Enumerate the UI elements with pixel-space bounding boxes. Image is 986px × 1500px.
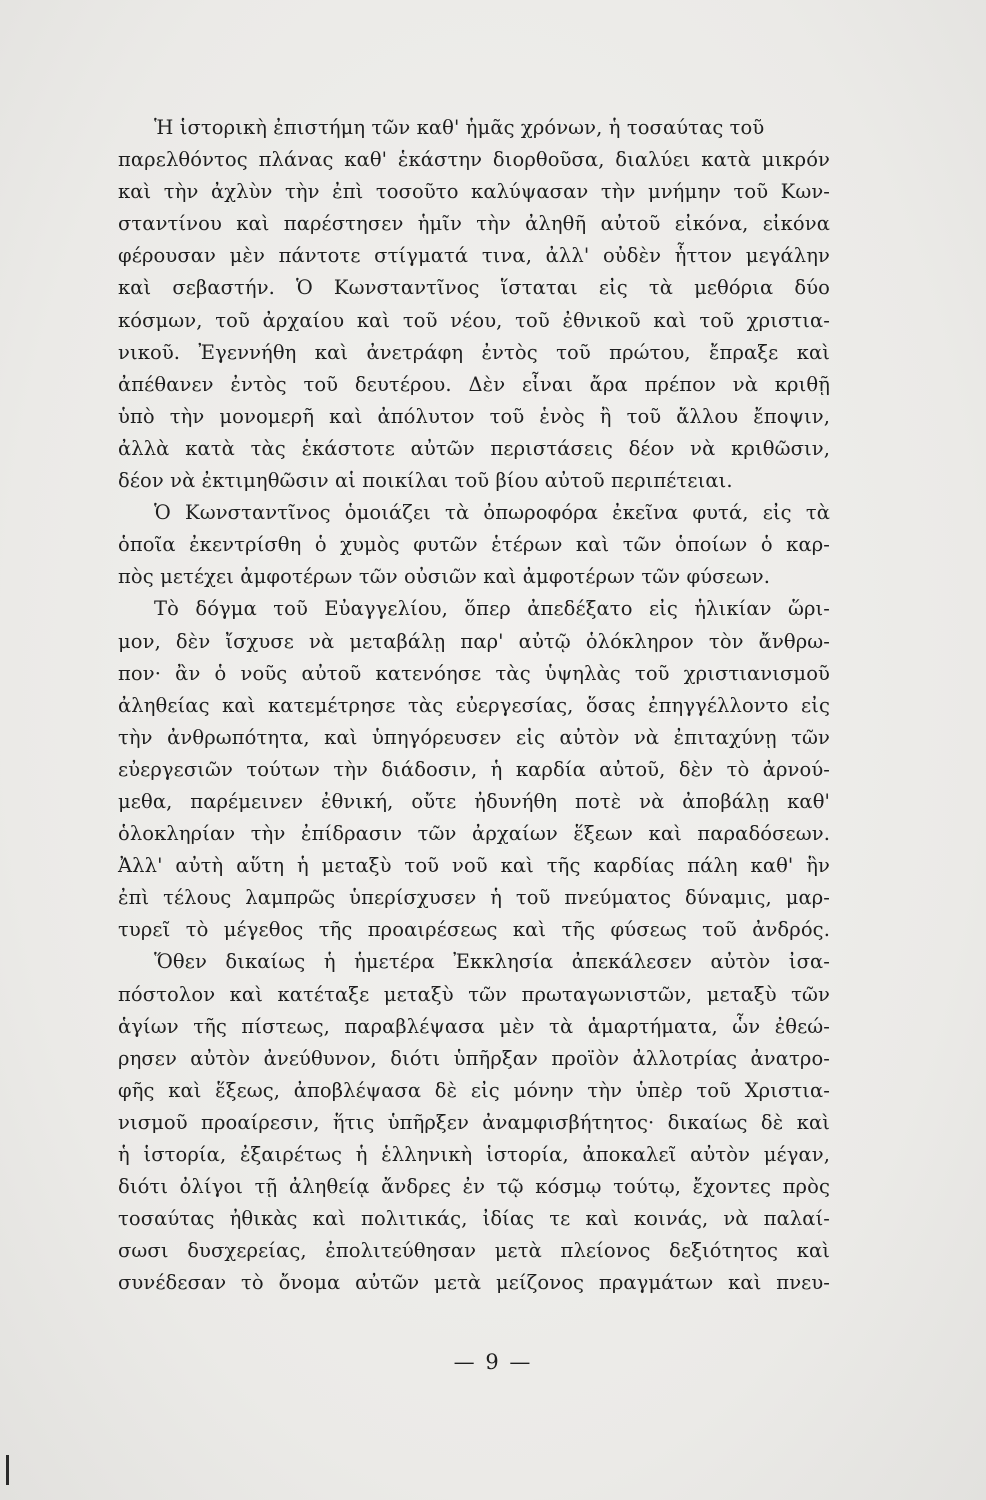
text-line: διότι ὀλίγοι τῇ ἀληθείᾳ ἄνδρες ἐν τῷ κόσμῳ τούτῳ, ἔχοντες πρὸς bbox=[118, 1175, 830, 1199]
text-line: ρησεν αὐτὸν ἀνεύθυνον, διότι ὑπῆρξαν προϊὸν ἀλλοτρίας ἀνατρο- bbox=[118, 1046, 830, 1070]
text-line: πὸς μετέχει ἀμφοτέρων τῶν οὐσιῶν καὶ ἀμφοτέρων τῶν φύσεων. bbox=[118, 565, 771, 589]
text-line: εὐεργεσιῶν τούτων τὴν διάδοσιν, ἡ καρδία αὐτοῦ, δὲν τὸ ἀρνού- bbox=[118, 757, 830, 781]
text-line: τυρεῖ τὸ μέγεθος τῆς προαιρέσεως καὶ τῆς φύσεως τοῦ ἀνδρός. bbox=[118, 918, 830, 942]
text-line: Ὁ Κωνσταντῖνος ὁμοιάζει τὰ ὀπωροφόρα ἐκεῖνα φυτά, εἰς τὰ bbox=[154, 501, 830, 525]
text-line: καὶ σεβαστήν. Ὁ Κωνσταντῖνος ἵσταται εἰς τὰ μεθόρια δύο bbox=[118, 276, 830, 300]
text-line: συνέδεσαν τὸ ὄνομα αὐτῶν μετὰ μείζονος πραγμάτων καὶ πνευ- bbox=[118, 1271, 830, 1295]
text-line: νικοῦ. Ἐγεννήθη καὶ ἀνετράφη ἐντὸς τοῦ πρώτου, ἔπραξε καὶ bbox=[118, 340, 830, 364]
text-line: τοσαύτας ἠθικὰς καὶ πολιτικάς, ἰδίας τε καὶ κοινάς, νὰ παλαί- bbox=[118, 1207, 830, 1231]
scan-edge-mark bbox=[6, 1455, 9, 1485]
text-line: ἁγίων τῆς πίστεως, παραβλέψασα μὲν τὰ ἁμαρτήματα, ὧν ἐθεώ- bbox=[118, 1014, 830, 1038]
text-line: καὶ τὴν ἀχλὺν τὴν ἐπὶ τοσοῦτο καλύψασαν τὴν μνήμην τοῦ Κων- bbox=[118, 180, 830, 204]
text-line: Τὸ δόγμα τοῦ Εὐαγγελίου, ὅπερ ἀπεδέξατο εἰς ἡλικίαν ὥρι- bbox=[154, 597, 830, 621]
text-line: πόστολον καὶ κατέταξε μεταξὺ τῶν πρωταγωνιστῶν, μεταξὺ τῶν bbox=[118, 982, 830, 1006]
text-line: Ἡ ἱστορικὴ ἐπιστήμη τῶν καθ' ἡμᾶς χρόνων, ἡ τοσαύτας τοῦ bbox=[154, 116, 765, 139]
text-line: ὁποῖα ἐκεντρίσθη ὁ χυμὸς φυτῶν ἑτέρων καὶ τῶν ὁποίων ὁ καρ- bbox=[118, 533, 830, 557]
text-line: σωσι δυσχερείας, ἐπολιτεύθησαν μετὰ πλείονος δεξιότητος καὶ bbox=[118, 1239, 830, 1263]
page-number: — 9 — bbox=[453, 1350, 533, 1374]
text-line: μεθα, παρέμεινεν ἐθνική, οὔτε ἠδυνήθη ποτὲ νὰ ἀποβάλῃ καθ' bbox=[118, 789, 830, 813]
text-line: ἐπὶ τέλους λαμπρῶς ὑπερίσχυσεν ἡ τοῦ πνεύματος δύναμις, μαρ- bbox=[118, 886, 830, 910]
text-line: μον, δὲν ἴσχυσε νὰ μεταβάλῃ παρ' αὐτῷ ὁλόκληρον τὸν ἄνθρω- bbox=[118, 629, 830, 653]
text-line: σταντίνου καὶ παρέστησεν ἡμῖν τὴν ἀληθῆ αὐτοῦ εἰκόνα, εἰκόνα bbox=[118, 212, 830, 236]
text-line: φῆς καὶ ἕξεως, ἀποβλέψασα δὲ εἰς μόνην τὴν ὑπὲρ τοῦ Χριστια- bbox=[118, 1078, 830, 1102]
body-text bbox=[118, 112, 830, 1299]
text-line: ὁλοκληρίαν τὴν ἐπίδρασιν τῶν ἀρχαίων ἕξεων καὶ παραδόσεων. bbox=[118, 822, 830, 846]
text-line: ἀπέθανεν ἐντὸς τοῦ δευτέρου. Δὲν εἶναι ἄρα πρέπον νὰ κριθῇ bbox=[118, 372, 830, 396]
text-line: νισμοῦ προαίρεσιν, ἥτις ὑπῆρξεν ἀναμφισβήτητος· δικαίως δὲ καὶ bbox=[118, 1110, 830, 1134]
text-line: φέρουσαν μὲν πάντοτε στίγματά τινα, ἀλλ' οὐδὲν ἧττον μεγάλην bbox=[118, 244, 830, 268]
text-line: πον· ἂν ὁ νοῦς αὐτοῦ κατενόησε τὰς ὑψηλὰς τοῦ χριστιανισμοῦ bbox=[118, 661, 830, 685]
text-line: ἀληθείας καὶ κατεμέτρησε τὰς εὐεργεσίας, ὅσας ἐπηγγέλλοντο εἰς bbox=[118, 693, 830, 717]
text-line: δέον νὰ ἐκτιμηθῶσιν αἱ ποικίλαι τοῦ βίου αὐτοῦ περιπέτειαι. bbox=[118, 469, 733, 493]
text-line: τὴν ἀνθρωπότητα, καὶ ὑπηγόρευσεν εἰς αὐτὸν νὰ ἐπιταχύνῃ τῶν bbox=[118, 725, 830, 749]
text-line: ὑπὸ τὴν μονομερῆ καὶ ἀπόλυτον τοῦ ἑνὸς ἢ τοῦ ἄλλου ἔποψιν, bbox=[118, 404, 830, 428]
text-line: κόσμων, τοῦ ἀρχαίου καὶ τοῦ νέου, τοῦ ἐθνικοῦ καὶ τοῦ χριστια- bbox=[118, 308, 830, 332]
text-line: ἀλλὰ κατὰ τὰς ἑκάστοτε αὐτῶν περιστάσεις δέον νὰ κριθῶσιν, bbox=[118, 436, 830, 460]
text-line: Ὅθεν δικαίως ἡ ἡμετέρα Ἐκκλησία ἀπεκάλεσεν αὐτὸν ἰσα- bbox=[154, 950, 830, 974]
text-line: παρελθόντος πλάνας καθ' ἑκάστην διορθοῦσα, διαλύει κατὰ μικρόν bbox=[118, 148, 830, 172]
text-line: Ἀλλ' αὐτὴ αὕτη ἡ μεταξὺ τοῦ νοῦ καὶ τῆς καρδίας πάλη καθ' ἣν bbox=[118, 854, 830, 878]
text-line: ἡ ἱστορία, ἐξαιρέτως ἡ ἑλληνικὴ ἱστορία, ἀποκαλεῖ αὐτὸν μέγαν, bbox=[118, 1143, 830, 1166]
